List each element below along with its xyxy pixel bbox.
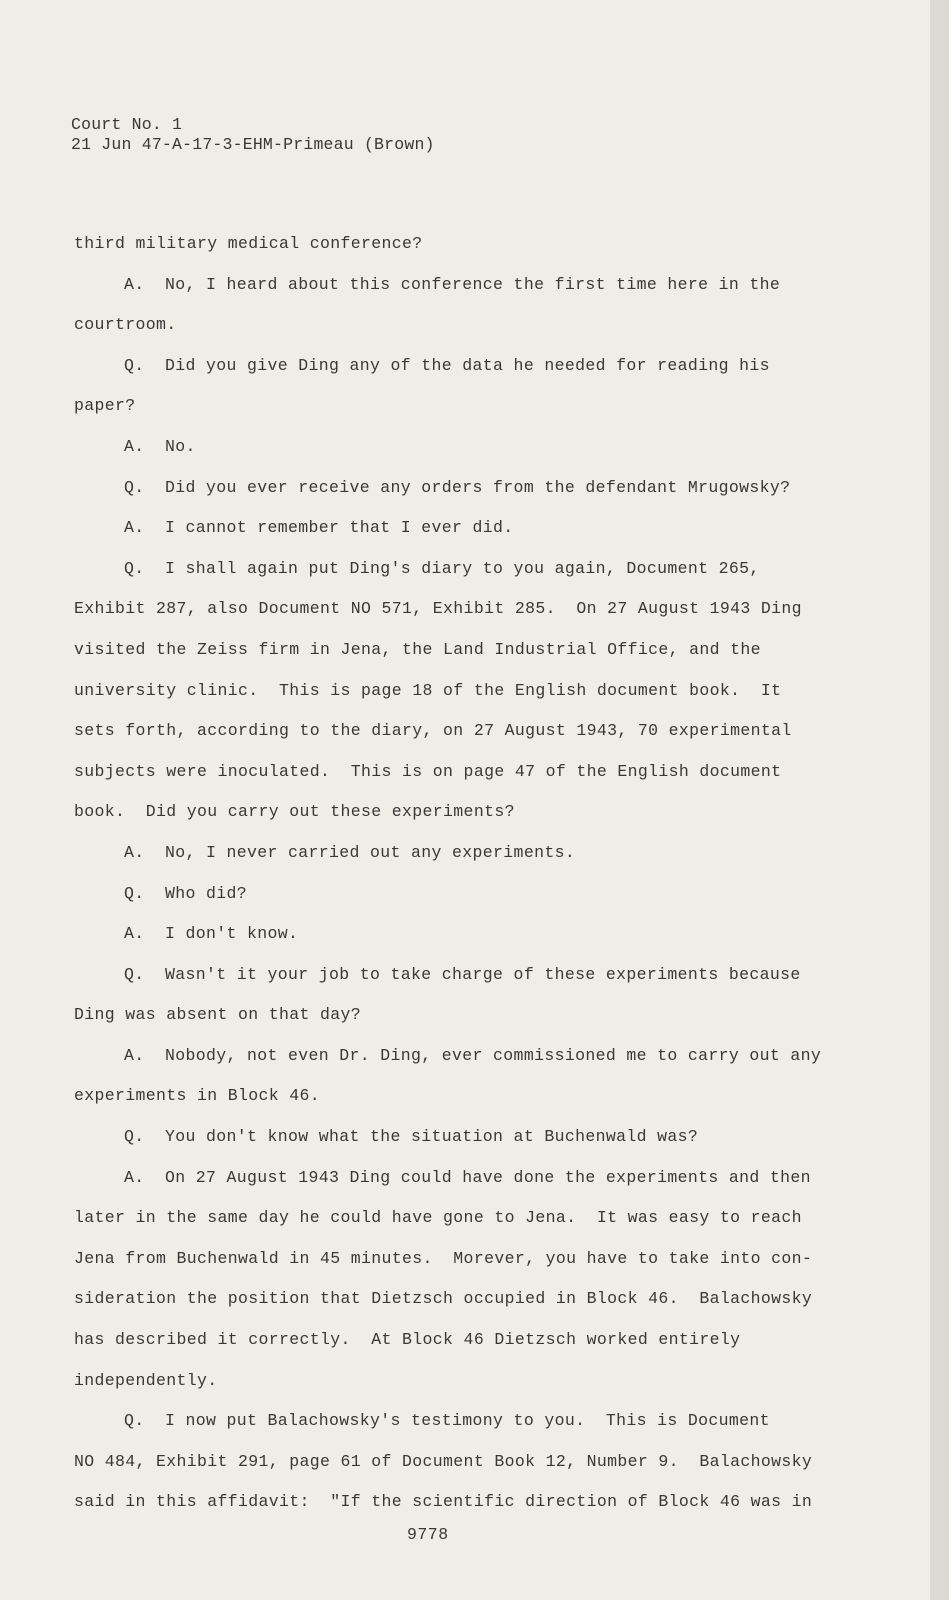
transcript-line: Q. Did you ever receive any orders from the defendant Mrugowsky? xyxy=(124,477,791,497)
transcript-line: A. No. xyxy=(124,436,196,456)
transcript-line: Q. You don't know what the situation at Buchenwald was? xyxy=(124,1127,699,1147)
transcript-line: subjects were inoculated. This is on page 47 of the English document xyxy=(74,761,782,781)
transcript-line: later in the same day he could have gone to Jena. It was easy to reach xyxy=(74,1208,802,1228)
document-header xyxy=(71,115,435,155)
transcript-line: Jena from Buchenwald in 45 minutes. Morever, you have to take into con- xyxy=(74,1248,813,1268)
page-number: 9778 xyxy=(407,1525,449,1544)
transcript-line: independently. xyxy=(74,1370,218,1390)
session-reference: 21 Jun 47-A-17-3-EHM-Primeau (Brown) xyxy=(71,135,435,154)
transcript-body xyxy=(74,224,822,1523)
transcript-line: A. No, I never carried out any experiments. xyxy=(124,842,576,862)
transcript-line: paper? xyxy=(74,396,136,416)
transcript-line: Q. I shall again put Ding's diary to you again, Document 265, xyxy=(124,558,760,578)
transcript-line: A. I don't know. xyxy=(124,924,299,944)
transcript-line: A. Nobody, not even Dr. Ding, ever commissioned me to carry out any xyxy=(124,1045,822,1065)
transcript-line: book. Did you carry out these experiments? xyxy=(74,802,515,822)
page-edge xyxy=(930,0,949,1600)
court-label: Court No. 1 xyxy=(71,115,183,134)
transcript-line: visited the Zeiss firm in Jena, the Land Industrial Office, and the xyxy=(74,639,761,659)
transcript-line: Ding was absent on that day? xyxy=(74,1005,362,1025)
transcript-line: Q. I now put Balachowsky's testimony to you. This is Document xyxy=(124,1411,770,1431)
transcript-line: Q. Did you give Ding any of the data he needed for reading his xyxy=(124,355,770,375)
transcript-line: sideration the position that Dietzsch occupied in Block 46. Balachowsky xyxy=(74,1289,813,1309)
transcript-line: Exhibit 287, also Document NO 571, Exhibit 285. On 27 August 1943 Ding xyxy=(74,599,802,619)
transcript-line: sets forth, according to the diary, on 27 August 1943, 70 experimental xyxy=(74,721,792,741)
transcript-line: experiments in Block 46. xyxy=(74,1086,321,1106)
transcript-line: NO 484, Exhibit 291, page 61 of Document Book 12, Number 9. Balachowsky xyxy=(74,1451,813,1471)
transcript-line: university clinic. This is page 18 of the English document book. It xyxy=(74,680,782,700)
transcript-line: A. On 27 August 1943 Ding could have done the experiments and then xyxy=(124,1167,811,1187)
transcript-line: A. No, I heard about this conference the first time here in the xyxy=(124,274,781,294)
transcript-line: has described it correctly. At Block 46 Dietzsch worked entirely xyxy=(74,1330,741,1350)
transcript-line: said in this affidavit: "If the scientific direction of Block 46 was in xyxy=(74,1492,813,1512)
transcript-line: Q. Wasn't it your job to take charge of these experiments because xyxy=(124,964,801,984)
transcript-line: A. I cannot remember that I ever did. xyxy=(124,518,514,538)
transcript-line: Q. Who did? xyxy=(124,883,248,903)
transcript-line: courtroom. xyxy=(74,315,177,335)
transcript-line: third military medical conference? xyxy=(74,234,423,253)
